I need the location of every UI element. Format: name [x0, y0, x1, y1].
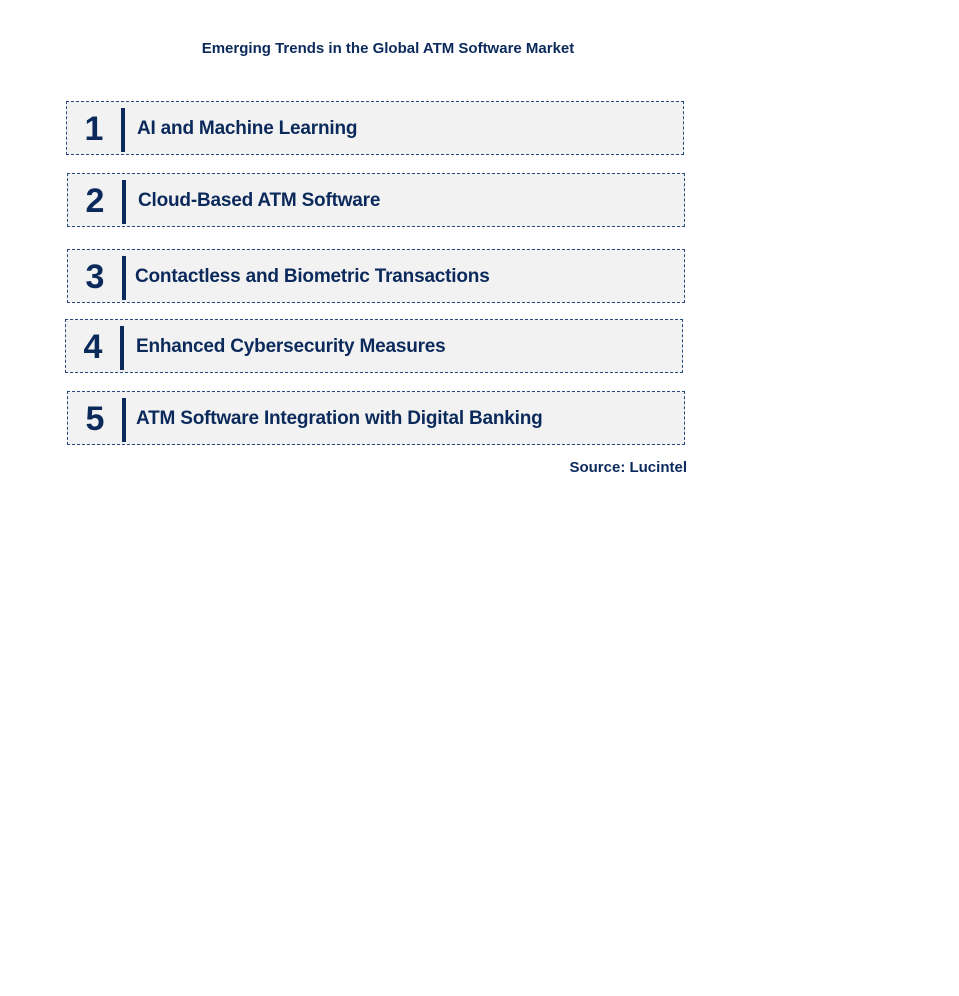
trend-divider: [120, 326, 124, 370]
trend-divider: [122, 256, 126, 300]
trend-label: ATM Software Integration with Digital Banking: [136, 408, 543, 429]
trend-item-4: [65, 319, 683, 373]
trend-label: Contactless and Biometric Transactions: [135, 266, 490, 287]
trend-label: AI and Machine Learning: [137, 118, 358, 139]
trend-number: 5: [85, 400, 105, 438]
trend-item-3: [67, 249, 685, 303]
trend-number: 2: [85, 182, 105, 220]
trend-item-1: [66, 101, 684, 155]
trend-item-5: [67, 391, 685, 445]
trend-number: 1: [84, 110, 104, 148]
diagram-title: Emerging Trends in the Global ATM Software Market: [201, 40, 575, 57]
trend-divider: [122, 180, 126, 224]
trend-label: Cloud-Based ATM Software: [138, 190, 381, 211]
trend-number: 3: [85, 258, 105, 296]
trend-label: Enhanced Cybersecurity Measures: [136, 336, 446, 357]
trend-item-2: [67, 173, 685, 227]
trend-number: 4: [83, 328, 103, 366]
source-credit: Source: Lucintel: [569, 459, 687, 476]
trend-divider: [121, 108, 125, 152]
trend-divider: [122, 398, 126, 442]
